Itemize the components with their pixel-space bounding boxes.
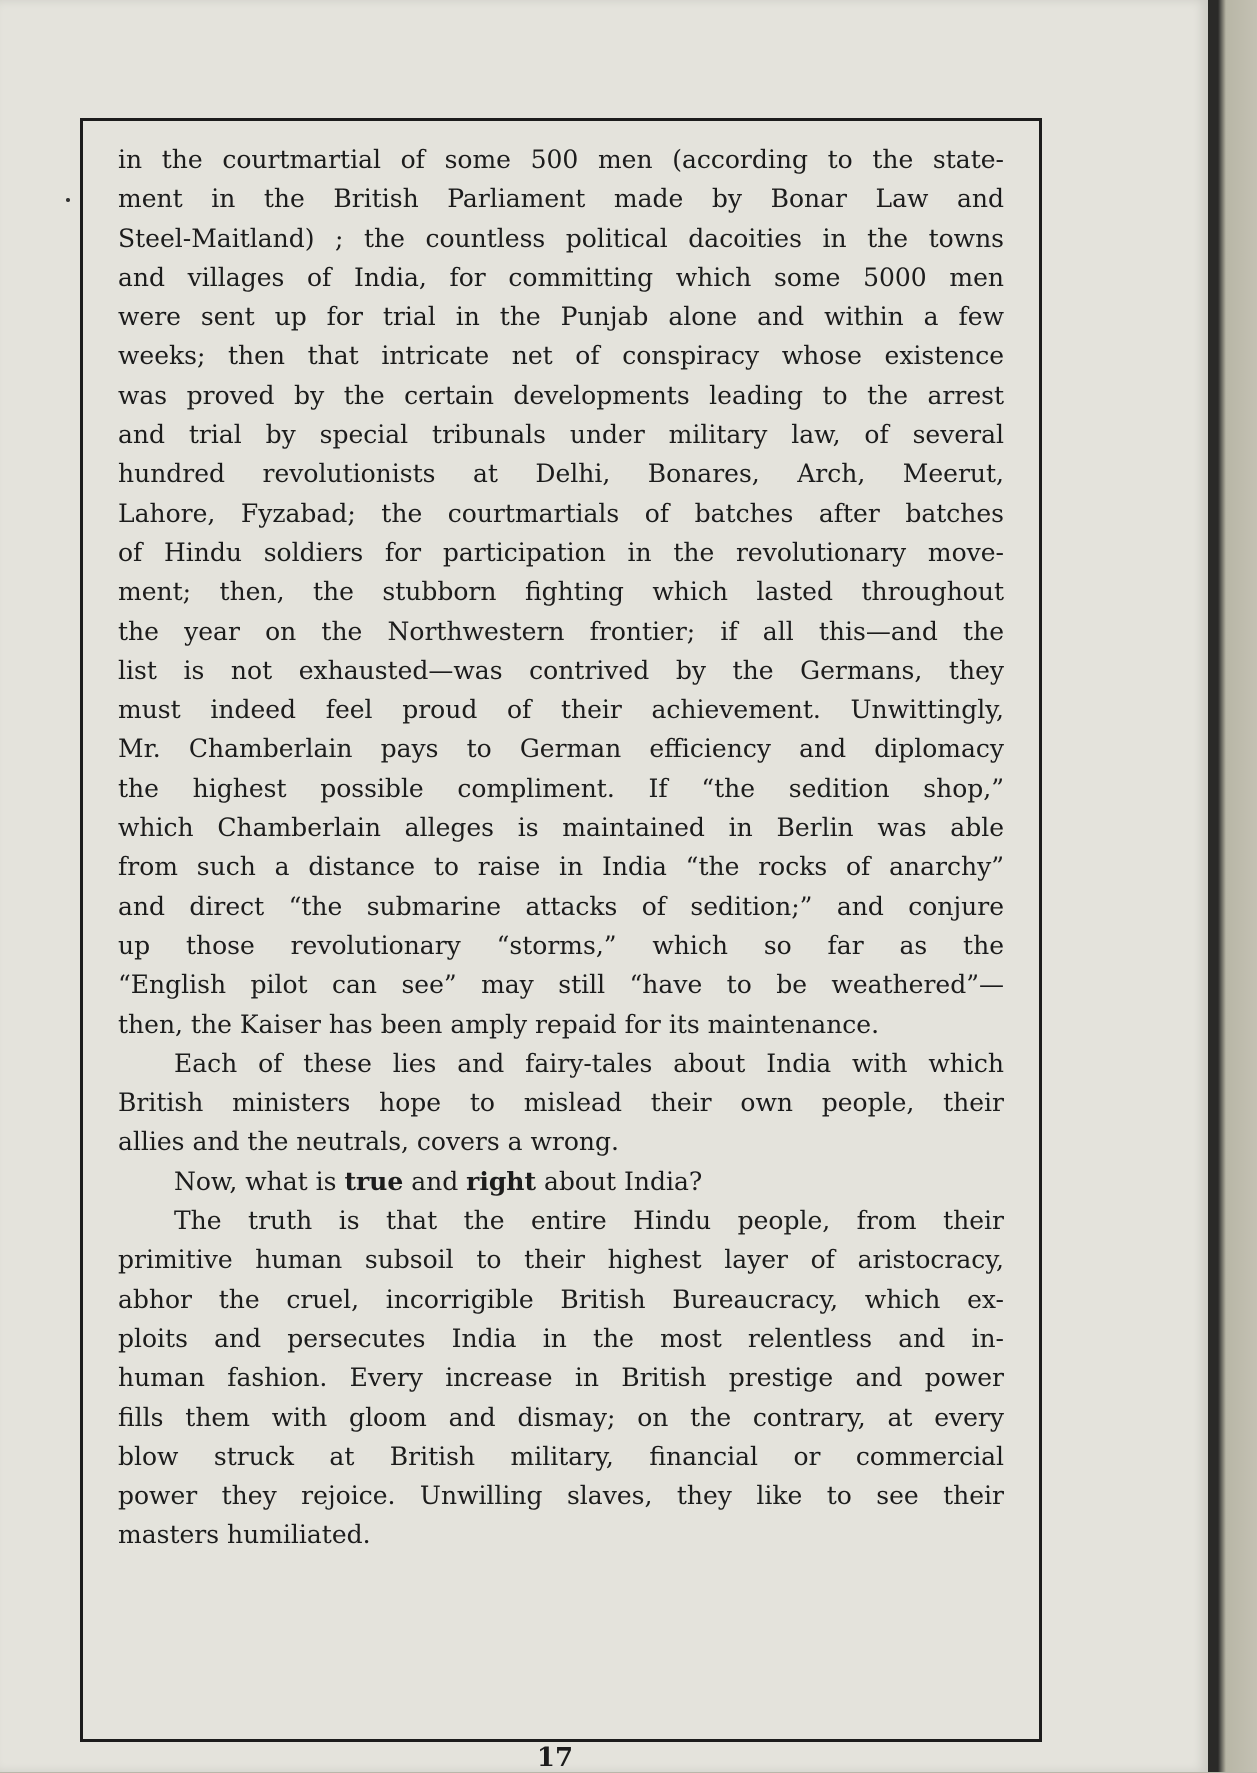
text-line: Mr. Chamberlain pays to German efficiency and diplomacy [118, 734, 1004, 764]
text-line: Each of these lies and fairy-tales about India with which [174, 1048, 1004, 1078]
text-line: primitive human subsoil to their highest layer of aristocracy, [118, 1245, 1004, 1275]
text-line: list is not exhausted—was contrived by the Germans, they [118, 655, 1004, 685]
text-line: then, the Kaiser has been amply repaid for its maintenance. [118, 1009, 880, 1039]
text-line: The truth is that the entire Hindu people, from their [174, 1206, 1004, 1236]
text-fragment: Now, what is [174, 1166, 345, 1196]
emphasis-true: true [344, 1166, 404, 1196]
text-line: which Chamberlain alleges is maintained in Berlin was able [118, 813, 1004, 843]
text-line: British ministers hope to mislead their own people, their [118, 1088, 1004, 1118]
paragraph-4 [118, 1201, 1004, 1555]
text-line: fills them with gloom and dismay; on the contrary, at every [118, 1402, 1004, 1432]
text-line: weeks; then that intricate net of conspiracy whose existence [118, 341, 1004, 371]
text-line: were sent up for trial in the Punjab alone and within a few [118, 302, 1004, 332]
text-fragment: and [403, 1166, 467, 1196]
page-edge [1208, 0, 1257, 1772]
text-line: masters humiliated. [118, 1520, 371, 1550]
text-line: abhor the cruel, incorrigible British Bureaucracy, which ex- [118, 1284, 1004, 1314]
text-line [118, 1162, 1004, 1201]
text-line: up those revolutionary “storms,” which so far as the [118, 930, 1004, 960]
text-line: hundred revolutionists at Delhi, Bonares, Arch, Meerut, [118, 459, 1004, 489]
page-body-text [118, 140, 1004, 1555]
text-line: was proved by the certain developments leading to the arrest [118, 380, 1004, 410]
text-line: the year on the Northwestern frontier; if all this—and the [118, 616, 1004, 646]
text-line: and trial by special tribunals under military law, of several [118, 420, 1004, 450]
text-line: allies and the neutrals, covers a wrong. [118, 1127, 619, 1157]
text-fragment: about India? [536, 1166, 703, 1196]
text-line: of Hindu soldiers for participation in the revolutionary move- [118, 537, 1004, 567]
text-line: in the courtmartial of some 500 men (according to the state- [118, 145, 1004, 174]
text-line: the highest possible compliment. If “the sedition shop,” [118, 773, 1004, 803]
text-line: blow struck at British military, financial or commercial [118, 1441, 1004, 1471]
text-line: power they rejoice. Unwilling slaves, they like to see their [118, 1481, 1004, 1511]
text-line: Steel-Maitland) ; the countless political dacoities in the towns [118, 223, 1004, 253]
text-line: ment in the British Parliament made by Bonar Law and [118, 184, 1004, 214]
paragraph-1 [118, 140, 1004, 1044]
text-line: from such a distance to raise in India “the rocks of anarchy” [118, 852, 1004, 882]
text-line: must indeed feel proud of their achievement. Unwittingly, [118, 695, 1004, 725]
paragraph-2 [118, 1044, 1004, 1162]
speck [66, 198, 70, 202]
page-number: 17 [536, 1743, 574, 1773]
text-line: Lahore, Fyzabad; the courtmartials of batches after batches [118, 498, 1004, 528]
text-line: ment; then, the stubborn fighting which lasted throughout [118, 577, 1004, 607]
text-line: ploits and persecutes India in the most relentless and in- [118, 1323, 1004, 1353]
emphasis-right: right [466, 1166, 537, 1196]
text-line: human fashion. Every increase in British prestige and power [118, 1363, 1004, 1393]
text-line: and direct “the submarine attacks of sedition;” and conjure [118, 891, 1004, 921]
text-line: “English pilot can see” may still “have to be weathered”— [118, 970, 1004, 1000]
paragraph-3 [118, 1162, 1004, 1201]
text-line: and villages of India, for committing which some 5000 men [118, 262, 1004, 292]
